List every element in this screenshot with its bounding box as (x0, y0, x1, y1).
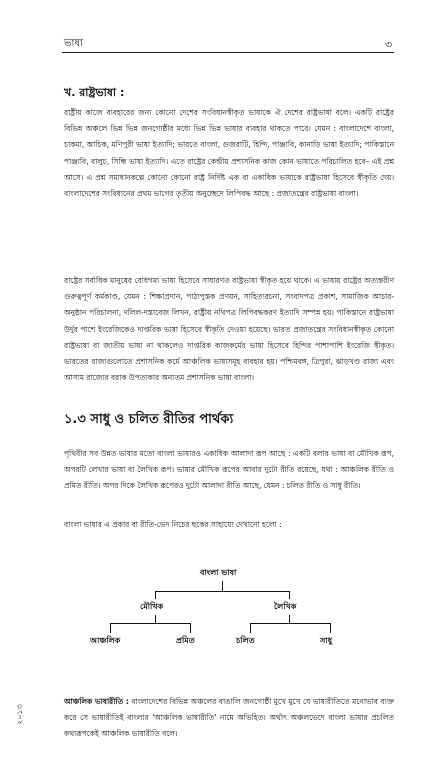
tree-connector (250, 623, 330, 624)
tree-connector (330, 623, 331, 633)
term-regional-style: আঞ্চলিক ভাষারীতি : (64, 697, 129, 706)
tree-connector (250, 623, 251, 633)
paragraph-language-forms: পৃথিবীর সব উন্নত ভাষার মতো বাংলা ভাষারও একাধিক আলাদা রূপ আছে : একটি বলার ভাষা বা মৌখিক রূপ, অপরটি লেখার ভাষা বা লৈখিক রূপ। ভাষার মৌখিক রূপের আবার দুটো রীতি রয়েছে, যথা : আঞ্চলিক রীতি ও প্রমিত রীতি। অপর দিকে লৈখিক রূপেরও দুটো আলাদা রীতি আছে, যেমন : চলিত রীতি ও সাধু রীতি। (64, 449, 394, 491)
paragraph-regional-style-text: বাংলাদেশের বিভিন্ন অঞ্চলের বাঙালি জনগোষ্ঠী মুখে মুখে যে ভাষারীতিতে মনোভাব ব্যক্ত করে সে ভাষারীতিই বাংলার 'আঞ্চলিক ভাষারীতি' নামে অভিহিত। অর্থাৎ অঞ্চলভেদে বাংলা ভাষার প্রচলিত কথ্যরূপকেই আঞ্চলিক ভাষারীতি বলে। (64, 697, 394, 739)
tree-leaf-colloquial: চলিত (236, 636, 255, 645)
language-forms-tree-diagram (70, 555, 370, 695)
paragraph-state-language-definition: রাষ্ট্রীয় কাজে ব্যবহারের জন্য কোনো দেশের সংবিধানস্বীকৃত ভাষাকে ঐ দেশের রাষ্ট্রভাষা বলে। একটি রাষ্ট্রের বিভিন্ন অঞ্চলে ভিন্ন ভিন্ন জনগোষ্ঠীর মধ্যে ভিন্ন ভিন্ন ভাষার ব্যবহার থাকতে পারে। যেমন : বাংলাদেশে বাংলা, চাকমা, আচিক, মণিপুরী ভাষা ইত্যাদি; ভারতে বাংলা, গুজরাটি, হিন্দি, পাঞ্জাবি, কানাড়ি ভাষা ইত্যাদি; পাকিস্তানে পাঞ্জাবি, বালুচ, সিন্ধি ভাষা ইত্যাদি। এতে রাষ্ট্রের কেন্দ্রীয় প্রশাসনিক কাজ কোন ভাষাতে পরিচালিত হবে– এই প্রশ্ন আসে। এ প্রশ্ন সমাধানকল্পে কোনো কোনো রাষ্ট্র নির্দিষ্ট এক বা একাধিক ভাষাকে রাষ্ট্রভাষা হিসেবে স্বীকৃতি দেয়। বাংলাদেশের সংবিধানের প্রথম ভাগের তৃতীয় অনুচ্ছেদে লিপিবদ্ধ আছে : প্রজাতন্ত্রের রাষ্ট্রভাষা বাংলা। (64, 108, 394, 199)
tree-node-oral: মৌখিক (140, 602, 164, 611)
tree-connector (110, 623, 190, 624)
tree-connector (289, 615, 290, 623)
tree-leaf-standard: প্রমিত (176, 636, 195, 645)
tree-connector (110, 623, 111, 633)
tree-connector (155, 615, 156, 623)
side-year-mark: ২০১৩ (15, 704, 24, 725)
tree-connector (190, 623, 191, 633)
tree-connector (155, 591, 289, 592)
subheading-state-language: খ. রাষ্ট্রভাষা : (64, 86, 125, 99)
section-title: ১.৩ সাধু ও চলিত রীতির পার্থক্য (64, 412, 234, 427)
tree-connector (222, 581, 223, 591)
tree-leaf-regional: আঞ্চলিক (90, 636, 121, 645)
tree-connector (155, 591, 156, 599)
paragraph-chart-intro: বাংলা ভাষার এ প্রকার বা রীতি-ভেদ নিচের ছকের সাহায্যে দেখানো হলো : (64, 520, 282, 529)
tree-connector (289, 591, 290, 599)
paragraph-regional-style (64, 694, 394, 743)
tree-root-node: বাংলা ভাষা (200, 568, 237, 577)
page-number: ৩ (384, 38, 392, 51)
running-header-title: ভাষা (64, 38, 83, 49)
paragraph-state-language-usage: রাষ্ট্রের সর্বাধিক মানুষের বোধগম্য ভাষা হিসেবে সাধারণত রাষ্ট্রভাষা স্বীকৃত হয়ে থাকে। এ ভাষায় রাষ্ট্রের অত্যন্তরীণ গুরুত্বপূর্ণ কর্মকাণ্ড, যেমন : শিক্ষাপ্রদান, পাঠ্যপুস্তক প্রণয়ন, সাহিত্যরচনা, সংবাদপত্র প্রকাশ, সামাজিক আচার-অনুষ্ঠান পরিচালনা, দলিল-দস্তাবেজ লিখন, রাষ্ট্রীয় নথিপত্র লিপিবদ্ধকরণ ইত্যাদি সম্পন্ন হয়। পাকিস্তানে রাষ্ট্রভাষা উর্দুর পাশে ইংরেজিকেও দাপ্তরিক ভাষা হিসেবে স্বীকৃতি দেওয়া হয়েছে। ভারত প্রজাতন্ত্রের সংবিধানস্বীকৃত কোনো রাষ্ট্রভাষা বা জাতীয় ভাষা না থাকলেও দাপ্তরিক কাজকর্মের ভাষা হিসেবে হিন্দির পাশাপাশি ইংরেজি স্বীকৃত। ভারতের রাজ্যগুলোতে প্রশাসনিক কর্মে আঞ্চলিক ভাষাসমূহ ব্যবহার হয়। পশ্চিমবঙ্গ, ত্রিপুরা, ঝাড়খণ্ড রাজ্য এবং আসাম রাজ্যের বরাক উপত্যকার অন্যতম প্রশাসনিক ভাষা বাংলা। (64, 276, 394, 383)
tree-node-written: লৈখিক (274, 602, 297, 611)
header-rule (62, 52, 394, 53)
tree-leaf-sadhu: সাধু (320, 636, 333, 645)
